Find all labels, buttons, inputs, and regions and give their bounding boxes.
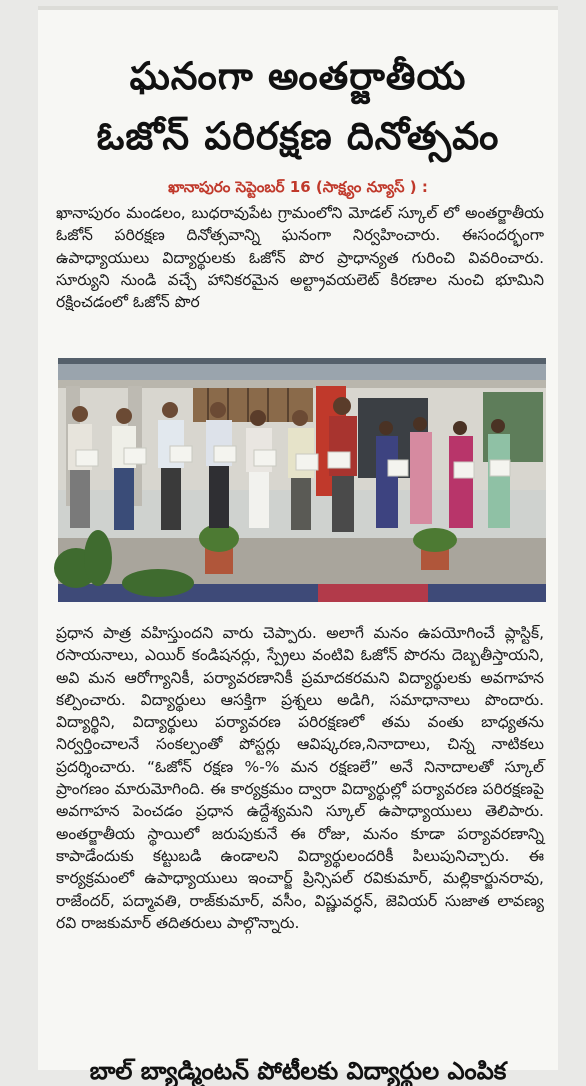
headline-line-1: ఘనంగా అంతర్జాతీయ — [129, 54, 467, 98]
newspaper-page — [38, 6, 558, 1085]
top-divider — [38, 6, 558, 10]
dateline: ఖానాపురం సెప్టెంబర్ 16 (సాక్ష్యం న్యూస్ ) : — [168, 178, 428, 196]
headline-line-2: ఓజోన్ పరిరక్షణ దినోత్సవం — [96, 114, 500, 158]
event-photo — [58, 358, 546, 602]
next-article-headline: బాల్ బ్యాడ్మింటన్ పోటీలకు విద్యార్థుల ఎంపిక — [89, 1057, 507, 1085]
article-headline — [38, 46, 558, 166]
photo-illustration — [58, 358, 546, 602]
lead-paragraph: ఖానాపురం మండలం, బుధరావుపేట గ్రామంలోని మోడల్ స్కూల్ లో అంతర్జాతీయ ఓజోన్ పరిరక్షణ దినోత్సవాన్ని ఘనంగా నిర్వహించారు. ఈసందర్భంగా ఉపాధ్యాయులు విద్యార్థులకు ఓజోన్ పొర ప్రాధాన్యత గురించి వివరించారు. సూర్యుని నుండి వచ్చే హానికరమైన అల్ట్రావయలెట్ కిరణాల నుంచి భూమిని రక్షించడంలో ఓజోన్ పొర — [56, 204, 544, 312]
continued-paragraph: ప్రధాన పాత్ర వహిస్తుందని వారు చెప్పారు. అలాగే మనం ఉపయోగించే ప్లాస్టిక్, రసాయనాలు, ఎయిర్ కండిషనర్లు, స్ప్రేలు వంటివి ఓజోన్ పొరను దెబ్బతీస్తాయని, అవి మన ఆరోగ్యానికీ, పర్యావరణానికీ ప్రమాదకరమని విద్యార్థులకు అవగాహన కల్పించారు. విద్యార్థులు ఆసక్తిగా ప్రశ్నలు అడిగి, సమాధానాలు పొందారు. విద్యార్థిని, విద్యార్థులు పర్యావరణ పరిరక్షణలో తమ వంతు బాధ్యతను నిర్వర్తించాలనే సంకల్పంతో పోస్టర్లు ఆవిష్కరణ,నినాదాలు, చిన్న నాటికలు ప్రదర్శించారు. “ఓజోన్ రక్షణ %-% మన రక్షణలే” అనే నినాదాలతో స్కూల్ ప్రాంగణం మారుమోగింది. ఈ కార్యక్రమం ద్వారా విద్యార్థుల్లో పర్యావరణ పరిరక్షణపై అవగాహన పెంచడం ప్రధాన ఉద్దేశ్యమని స్కూల్ ఉపాధ్యాయులు తెలిపారు. అంతర్జాతీయ స్థాయిలో జరుపుకునే ఈ రోజు, మనం కూడా పర్యావరణాన్ని కాపాడేందుకు కట్టుబడి ఉండాలని విద్యార్థులందరికీ పిలుపునిచ్చారు. ఈ కార్యక్రమంలో ఉపాధ్యాయులు ఇంచార్జ్ ప్రిన్సిపల్ రవికుమార్, మల్లికార్జునరావు, రాజేందర్, పద్మావతి, రాజ్‌కుమార్, వసీం, విష్ణువర్ధన్, జెవియర్ సుజాత లావణ్య రవి రాజకుమార్ తదితరులు పాల్గొన్నారు. — [56, 624, 544, 932]
